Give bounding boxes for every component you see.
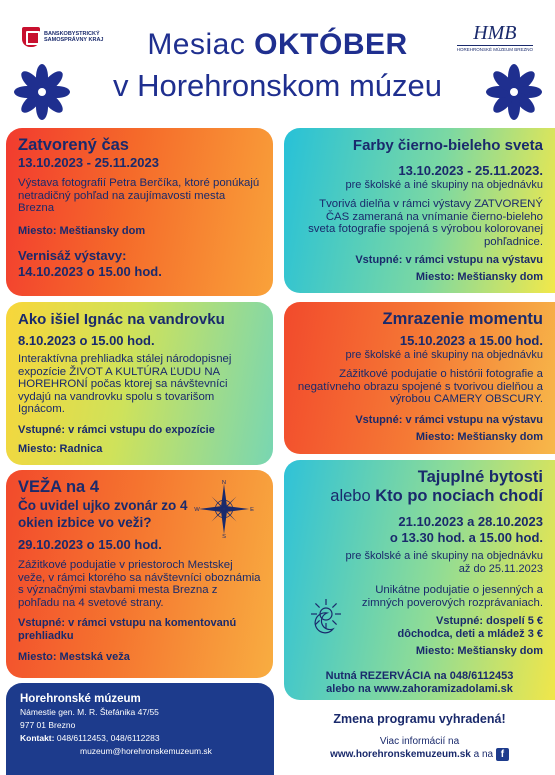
more-info — [284, 735, 555, 761]
event-dates: 13.10.2023 - 25.11.2023 — [18, 155, 159, 170]
vernisaz-label: Vernisáž výstavy: — [18, 247, 127, 263]
flower-right-icon — [484, 62, 544, 122]
event-entry: Vstupné: v rámci vstupu na komentovanú prehliadku — [18, 617, 237, 642]
event-title: VEŽA na 4 — [18, 478, 99, 496]
museum-address-city: 977 01 Brezno — [20, 720, 76, 730]
subtitle-bold: Kto po nociach chodí — [375, 487, 543, 505]
event-place: Miesto: Meštiansky dom — [415, 430, 543, 443]
event-title: Tajuplné bytosti — [417, 468, 543, 486]
contact-block — [6, 683, 274, 775]
event-dates: 21.10.2023 a 28.10.2023 — [398, 514, 543, 529]
event-description: Tvorivá dielňa v rámci výstavy ZATVORENÝ ČAS zameraná na vnímanie čierno-bieleho sveta fotografie spojená s výrobou kolorovanej pohľadnice. — [308, 198, 543, 248]
compass-w: W — [194, 506, 200, 513]
region-logo-text: BANSKOBYSTRICKÝ SAMOSPRÁVNY KRAJ — [44, 31, 104, 43]
event-description: Zážitkové podujatie v priestoroch Mestskej veže, v rámci ktorého sa návštevníci oboznámia s význačnými stavbami mesta Brezna z pohľadu na 4 svetové strany. — [18, 559, 261, 609]
event-entry: Vstupné: v rámci vstupu do expozície — [18, 423, 215, 436]
event-card-farby — [284, 128, 555, 293]
museum-monogram: HMB — [473, 22, 517, 44]
event-groups: pre školské a iné skupiny na objednávku — [345, 349, 543, 361]
more-info-and: a na — [473, 749, 494, 761]
event-entry: Vstupné: v rámci vstupu na výstavu — [355, 254, 543, 266]
vernisaz-time: 14.10.2023 o 15.00 hod. — [18, 263, 162, 279]
event-place: Miesto: Radnica — [18, 442, 103, 455]
page-title-line2: v Horehronskom múzeu — [112, 68, 443, 103]
event-title: Ako išiel Ignác na vandrovku — [18, 311, 225, 328]
facebook-icon[interactable]: f — [496, 748, 509, 761]
event-place: Miesto: Meštiansky dom — [415, 271, 543, 283]
event-description: Interaktívna prehliadka stálej národopisnej expozície ŽIVOT A KULTÚRA ĽUDU NA HOREHRONÍ počas ktorej sa návštevníci vydajú na vandrovku spolu s tovarišom Ignácom. — [18, 353, 232, 415]
compass-e: E — [250, 506, 254, 513]
title-prefix: Mesiac — [147, 28, 255, 61]
event-dates: 13.10.2023 - 25.11.2023. — [398, 163, 543, 178]
contact-label: Kontakt: — [20, 733, 55, 743]
event-title: Zatvorený čas — [18, 136, 129, 154]
event-entry-adults: Vstupné: dospelí 5 € — [436, 615, 543, 627]
museum-address-street: Námestie gen. M. R. Štefánika 47/55 — [20, 707, 159, 717]
event-card-ignac — [6, 302, 273, 465]
museum-phones — [20, 732, 260, 745]
event-card-zmrazenie — [284, 302, 555, 454]
event-place: Miesto: Mestská veža — [18, 651, 130, 663]
event-groups: pre školské a iné skupiny na objednávku — [345, 179, 543, 191]
compass-s: S — [222, 534, 226, 540]
subtitle-prefix: alebo — [330, 487, 376, 505]
event-subtitle — [296, 487, 543, 506]
event-description: Výstava fotografií Petra Berčíka, ktoré ponúkajú netradičný pohľad na zaujímavosti mesta Brezna — [18, 177, 260, 214]
moon-icon — [308, 608, 338, 638]
reservation-phone: Nutná REZERVÁCIA na 048/6112453 — [325, 670, 514, 682]
event-title: Farby čierno-bieleho sveta — [352, 137, 543, 154]
phone-numbers: 048/6112453, 048/6112283 — [56, 733, 160, 743]
event-date: 15.10.2023 a 15.00 hod. — [399, 333, 543, 348]
museum-email: muzeum@horehronskemuzeum.sk — [80, 746, 212, 756]
event-card-bytosti — [284, 460, 555, 700]
more-info-label: Viac informácií na — [379, 736, 460, 747]
event-groups-until: až do 25.11.2023 — [458, 563, 543, 575]
event-card-veza — [6, 470, 273, 678]
event-description: Unikátne podujatie o jesenných a zimných poverových rozprávaniach. — [361, 584, 543, 609]
event-place: Miesto: Meštiansky dom — [415, 645, 543, 657]
event-groups: pre školské a iné skupiny na objednávku — [345, 550, 543, 562]
page-title-line1 — [0, 28, 555, 62]
title-month: OKTÓBER — [254, 28, 408, 61]
compass-rose-icon — [195, 480, 253, 538]
museum-name: Horehronské múzeum — [20, 693, 141, 705]
event-entry-reduced: dôchodca, deti a mládež 3 € — [397, 628, 543, 640]
event-date: 29.10.2023 o 15.00 hod. — [18, 537, 162, 552]
event-date: 8.10.2023 o 15.00 hod. — [18, 333, 155, 348]
flower-left-icon — [12, 62, 72, 122]
museum-logo-caption: HOREHRONSKÉ MÚZEUM BREZNO — [456, 47, 533, 52]
program-change-notice: Zmena programu vyhradená! — [333, 712, 506, 726]
event-title: Zmrazenie momentu — [382, 310, 543, 328]
event-entry: Vstupné: v rámci vstupu na výstavu — [355, 413, 543, 426]
event-card-zatvoreny-cas — [6, 128, 273, 296]
museum-website-link[interactable]: www.horehronskemuzeum.sk — [330, 749, 471, 761]
compass-n: N — [221, 479, 227, 486]
event-times: o 13.30 hod. a 15.00 hod. — [389, 530, 543, 545]
event-question: Čo uvidel ujko zvonár zo 4 okien izbice vo veži? — [18, 498, 188, 530]
event-place: Miesto: Meštiansky dom — [18, 224, 146, 237]
event-description: Zážitkové podujatie o histórii fotografie a negatívneho obrazu spojené s tvorivou dielňou a výrobou CAMERY OBSCURY. — [297, 368, 543, 405]
reservation-web: alebo na www.zahoramizadolami.sk — [326, 683, 513, 695]
